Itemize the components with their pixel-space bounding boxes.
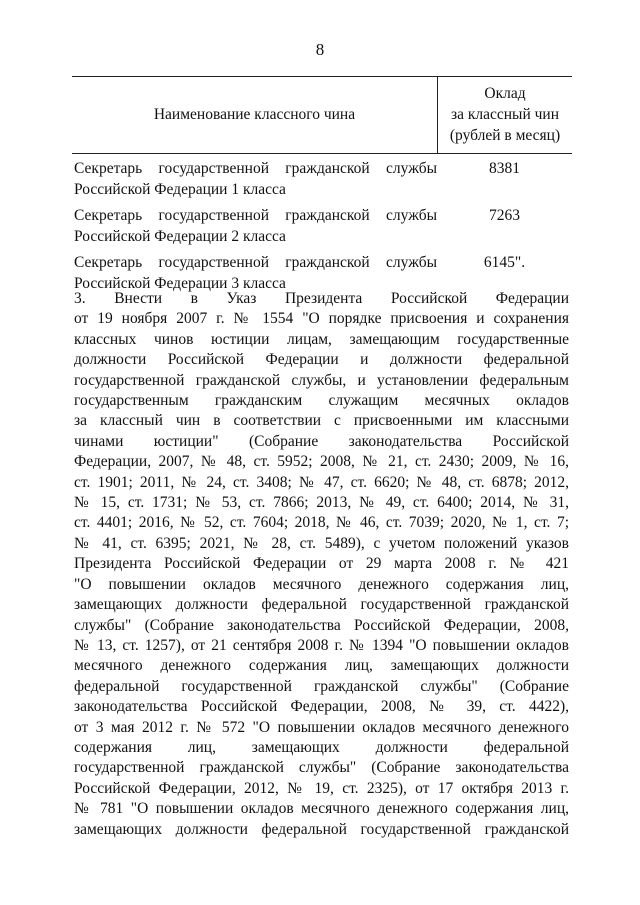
paragraph-line: от 3 мая 2012 г. № 572 "О повышении окладов месячного денежного (74, 718, 569, 736)
paragraph-line: № 15, ст. 1731; № 53, ст. 7866; 2013, № 49, ст. 6400; 2014, № 31, (74, 494, 569, 512)
paragraph-line: государственной гражданской службы" (Собрание законодательства (74, 759, 569, 777)
paragraph-line: государственной гражданской службы, и установлении федеральным (74, 371, 569, 389)
salary-cell: 7263 (489, 207, 520, 224)
header-salary-line: (рублей в месяц) (449, 127, 561, 144)
paragraph-line: службы" (Собрание законодательства Российской Федерации, 2008, (74, 616, 569, 634)
paragraph-line: Федерации, 2007, № 48, ст. 5952; 2008, № 21, ст. 2430; 2009, № 16, (74, 453, 569, 471)
paragraph-line: федеральной государственной гражданской службы" (Собрание (74, 677, 569, 695)
rank-name-line: Секретарь государственной гражданской службы (74, 160, 437, 177)
paragraph-line: № 781 "О повышении окладов месячного денежного содержания лиц, (74, 800, 569, 818)
decree-paragraph (74, 289, 569, 840)
salary-table (72, 76, 572, 299)
paragraph-line: "О повышении окладов месячного денежного содержания лиц, (74, 575, 569, 593)
rank-name-line: Секретарь государственной гражданской службы (74, 207, 437, 224)
paragraph-line: ст. 1901; 2011, № 24, ст. 3408; № 47, ст. 6620; № 48, ст. 6878; 2012, (74, 473, 569, 491)
rank-name-cell (72, 205, 437, 252)
rank-name-cell (72, 158, 437, 205)
rank-name-line: Российской Федерации 2 класса (74, 228, 286, 245)
paragraph-line: Российской Федерации, 2012, № 19, ст. 2325), от 17 октября 2013 г. (74, 779, 569, 797)
header-salary-line: Оклад (484, 85, 526, 102)
paragraph-line: за классный чин в соответствии с присвоенными им классными (74, 412, 569, 430)
paragraph-line: № 41, ст. 6395; 2021, № 28, ст. 5489), с учетом положений указов (74, 534, 569, 552)
table-row (72, 158, 572, 205)
salary-cell: 6145". (483, 254, 526, 271)
paragraph-line: содержания лиц, замещающих должности федеральной (74, 738, 569, 756)
paragraph-line: законодательства Российской Федерации, 2008, № 39, ст. 4422), (74, 698, 569, 716)
header-salary (437, 77, 572, 153)
table-header (72, 76, 572, 154)
paragraph-line: должности Российской Федерации и должности федеральной (74, 351, 569, 369)
paragraph-line: ст. 4401; 2016, № 52, ст. 7604; 2018, № 46, ст. 7039; 2020, № 1, ст. 7; (74, 514, 569, 532)
table-row (72, 205, 572, 252)
paragraph-line: замещающих должности федеральной государственной гражданской (74, 820, 569, 838)
rank-name-line: Российской Федерации 3 класса (74, 275, 286, 292)
salary-cell: 8381 (489, 160, 520, 177)
paragraph-line: классных чинов юстиции лицам, замещающим государственные (74, 330, 569, 348)
rank-name-line: Российской Федерации 1 класса (74, 181, 286, 198)
paragraph-line: государственным гражданским служащим месячных окладов (74, 392, 569, 410)
paragraph-line: № 13, ст. 1257), от 21 сентября 2008 г. № 1394 "О повышении окладов (74, 636, 569, 654)
paragraph-line: месячного денежного содержания лиц, замещающих должности (74, 657, 569, 675)
paragraph-line: чинами юстиции" (Собрание законодательства Российской (74, 432, 569, 450)
paragraph-line: 3. Внести в Указ Президента Российской Федерации (74, 290, 569, 307)
rank-name-line: Секретарь государственной гражданской службы (74, 254, 437, 271)
page-number: 8 (315, 40, 325, 59)
header-salary-line: за классный чин (450, 106, 560, 123)
paragraph-line: Президента Российской Федерации от 29 марта 2008 г. № 421 (74, 555, 569, 573)
header-rank-name: Наименование классного чина (153, 106, 356, 123)
paragraph-line: от 19 ноября 2007 г. № 1554 "О порядке присвоения и сохранения (74, 310, 569, 328)
paragraph-line: замещающих должности федеральной государственной гражданской (74, 596, 569, 614)
